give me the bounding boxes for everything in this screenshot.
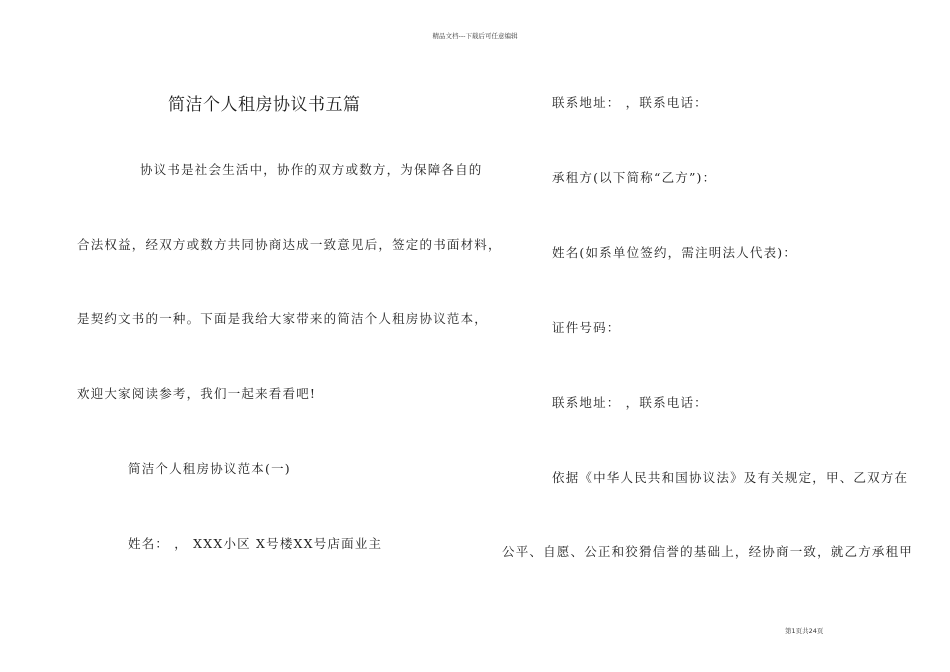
section-heading: 简洁个人租房协议范本(一) (128, 461, 291, 476)
paragraph-line: 欢迎大家阅读参考，我们一起来看看吧! (77, 386, 317, 401)
paragraph-line: 姓名： ， XXX小区 X号楼XX号店面业主 (128, 536, 383, 551)
document-title: 简洁个人租房协议书五篇 (168, 95, 361, 115)
paragraph-line: 协议书是社会生活中，协作的双方或数方，为保障各自的 (140, 162, 483, 177)
paragraph-line: 联系地址： ，联系电话： (552, 95, 708, 110)
page-number: 第1页共24页 (785, 627, 824, 635)
paragraph-line: 联系地址： ，联系电话： (552, 395, 708, 410)
paragraph-line: 是契约文书的一种。下面是我给大家带来的简洁个人租房协议范本， (77, 311, 489, 326)
paragraph-line: 承租方(以下简称“乙方”)： (552, 170, 717, 185)
paragraph-line: 合法权益，经双方或数方共同协商达成一致意见后，签定的书面材料， (77, 237, 502, 252)
paragraph-line: 姓名(如系单位签约，需注明法人代表)： (552, 245, 798, 260)
paragraph-line: 证件号码： (552, 320, 621, 335)
paragraph-line: 依据《中华人民共和国协议法》及有关规定，甲、乙双方在 (552, 470, 909, 485)
header-note: 精品文档---下载后可任意编辑 (432, 32, 518, 40)
paragraph-line: 公平、自愿、公正和狡猾信誉的基础上，经协商一致，就乙方承租甲 (502, 544, 914, 559)
